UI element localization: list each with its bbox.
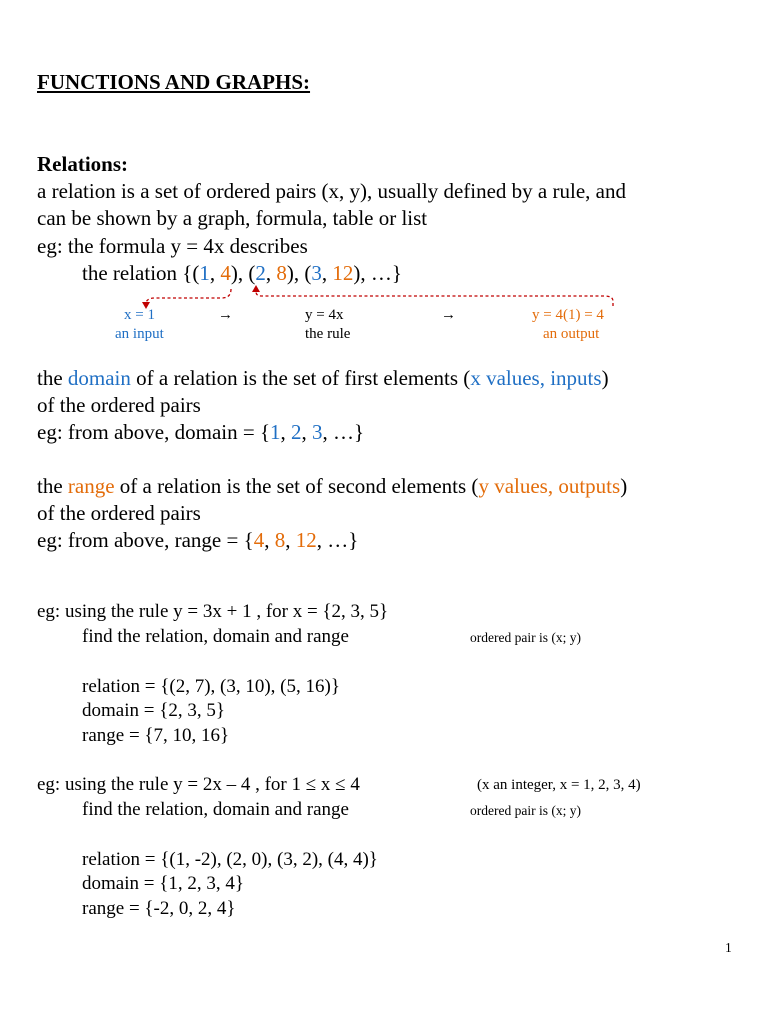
mapping-input-label: an input [115,326,164,342]
output-dashed-arrow [256,292,613,306]
example1-range: range = {7, 10, 16} [82,725,230,746]
range-definition-line2: of the ordered pairs [37,501,201,525]
page-number: 1 [725,940,732,955]
example2-relation: relation = {(1, -2), (2, 0), (3, 2), (4, 4)} [82,849,378,870]
range-definition-line1: the range of a relation is the set of second elements (y values, outputs) [37,474,628,498]
input-dashed-arrow [146,289,231,304]
example2-domain: domain = {1, 2, 3, 4} [82,873,244,894]
pair1-y: 4 [220,261,231,285]
domain-highlight: x values, inputs [470,366,602,390]
pair2-y: 8 [276,261,287,285]
relation-example-line2: the relation {(1, 4), (2, 8), (3, 12), …} [82,261,402,285]
pair3-x: 3 [311,261,322,285]
mapping-rule-label: the rule [305,326,351,342]
domain-example: eg: from above, domain = {1, 2, 3, …} [37,420,365,444]
range-highlight: y values, outputs [478,474,621,498]
mapping-input-value: x = 1 [124,307,155,323]
example2-line1: eg: using the rule y = 2x – 4 , for 1 ≤ x ≤ 4 [37,774,360,795]
mapping-output-value: y = 4(1) = 4 [532,307,604,323]
relation-example-line1: eg: the formula y = 4x describes [37,234,308,258]
example2-note: ordered pair is (x; y) [470,803,581,818]
right-arrow-icon: → [218,307,233,323]
example2-aside: (x an integer, x = 1, 2, 3, 4) [477,777,641,793]
section-title-relations: Relations: [37,152,128,176]
domain-word: domain [67,366,131,390]
example2-line2: find the relation, domain and range [82,799,349,820]
domain-definition-line2: of the ordered pairs [37,393,201,417]
example1-relation: relation = {(2, 7), (3, 10), (5, 16)} [82,676,340,697]
mapping-rule-value: y = 4x [305,307,344,323]
domain-definition-line1: the domain of a relation is the set of first elements (x values, inputs) [37,366,609,390]
example2-range: range = {-2, 0, 2, 4} [82,898,236,919]
pair3-y: 12 [332,261,354,285]
example1-line1: eg: using the rule y = 3x + 1 , for x = {2, 3, 5} [37,601,389,622]
right-arrow-icon: → [441,307,456,323]
output-arrowhead-icon [252,285,260,292]
relation-definition-line2: can be shown by a graph, formula, table or list [37,206,428,230]
example1-line2: find the relation, domain and range [82,626,349,647]
page-heading: FUNCTIONS AND GRAPHS: [37,70,311,94]
relation-definition-line1: a relation is a set of ordered pairs (x, y), usually defined by a rule, and [37,179,626,203]
pair2-x: 2 [255,261,266,285]
mapping-output-label: an output [543,326,600,342]
pair1-x: 1 [199,261,210,285]
example1-note: ordered pair is (x; y) [470,630,581,645]
range-word: range [67,474,115,498]
range-example: eg: from above, range = {4, 8, 12, …} [37,528,359,552]
example1-domain: domain = {2, 3, 5} [82,700,225,721]
